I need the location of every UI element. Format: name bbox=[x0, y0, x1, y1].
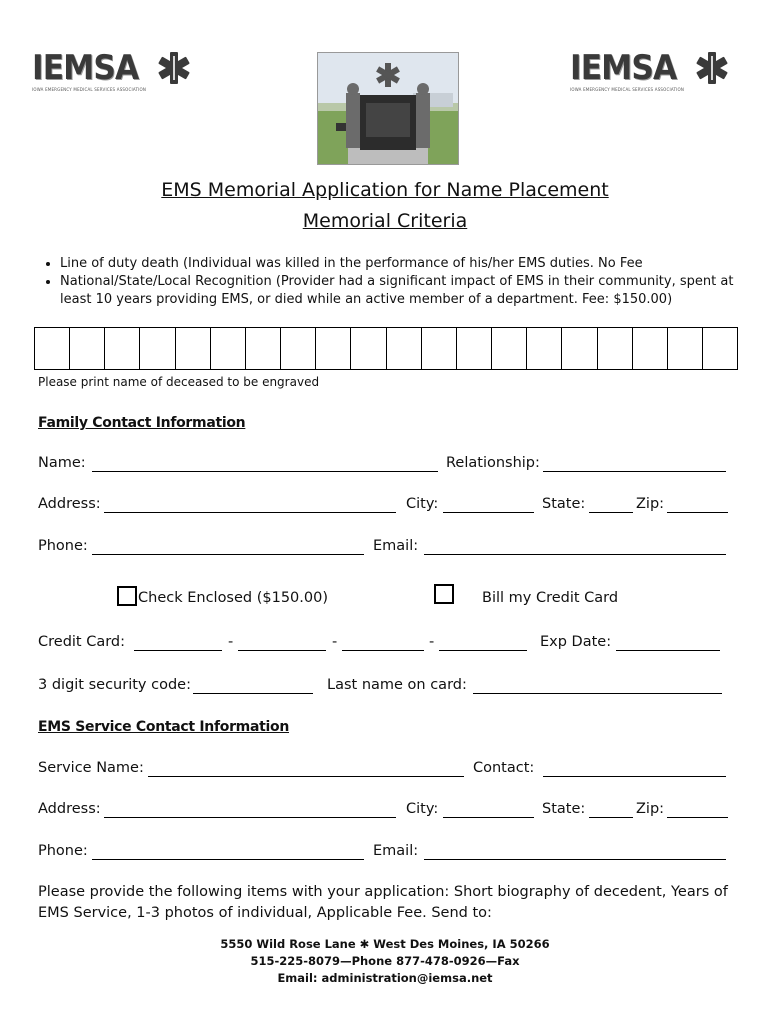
bill-credit-card-label: Bill my Credit Card bbox=[482, 590, 619, 606]
card-number-part-1[interactable] bbox=[134, 650, 222, 651]
family-address-field[interactable] bbox=[104, 512, 396, 513]
service-address-row bbox=[38, 801, 728, 821]
name-letter-box[interactable] bbox=[387, 328, 422, 369]
security-code-label: 3 digit security code: bbox=[38, 677, 191, 693]
name-letter-box[interactable] bbox=[176, 328, 211, 369]
service-address-field[interactable] bbox=[104, 817, 396, 818]
security-row bbox=[38, 677, 728, 697]
name-letter-box[interactable] bbox=[351, 328, 386, 369]
zip-label: Zip: bbox=[636, 801, 665, 817]
family-city-field[interactable] bbox=[443, 512, 534, 513]
name-letter-box[interactable] bbox=[105, 328, 140, 369]
check-enclosed-label: Check Enclosed ($150.00) bbox=[138, 590, 329, 606]
name-letter-box[interactable] bbox=[598, 328, 633, 369]
card-number-part-2[interactable] bbox=[238, 650, 326, 651]
bill-credit-card-checkbox[interactable] bbox=[434, 584, 454, 604]
family-phone-field[interactable] bbox=[92, 554, 364, 555]
criteria-item: • National/State/Local Recognition (Provider had a significant impact of EMS in their community, spent at least 10 years providing EMS, or died while an active member of a department. Fee: $150.00) bbox=[60, 273, 760, 309]
name-letter-box[interactable] bbox=[70, 328, 105, 369]
logo-wordmark: IEMSA bbox=[32, 48, 139, 88]
city-label: City: bbox=[406, 801, 439, 817]
dash: - bbox=[228, 634, 234, 650]
star-of-life-icon bbox=[694, 50, 730, 86]
phone-fax-line: 515-225-8079—Phone 877-478-0926—Fax bbox=[250, 954, 520, 968]
service-city-field[interactable] bbox=[443, 817, 534, 818]
name-letter-box[interactable] bbox=[527, 328, 562, 369]
security-code-field[interactable] bbox=[193, 693, 313, 694]
name-letter-box[interactable] bbox=[246, 328, 281, 369]
iemsa-logo-right bbox=[568, 48, 730, 92]
credit-card-row bbox=[38, 634, 728, 654]
memorial-monument-photo bbox=[317, 52, 459, 165]
name-letter-box[interactable] bbox=[316, 328, 351, 369]
name-letter-box[interactable] bbox=[35, 328, 70, 369]
phone-label: Phone: bbox=[38, 538, 88, 554]
contact-field[interactable] bbox=[543, 776, 726, 777]
page-title: EMS Memorial Application for Name Placement bbox=[161, 179, 609, 201]
address-label: Address: bbox=[38, 801, 101, 817]
relationship-label: Relationship: bbox=[446, 455, 540, 471]
phone-label: Phone: bbox=[38, 843, 88, 859]
service-phone-field[interactable] bbox=[92, 859, 364, 860]
name-letter-box[interactable] bbox=[457, 328, 492, 369]
family-name-field[interactable] bbox=[92, 471, 438, 472]
contact-label: Contact: bbox=[473, 760, 535, 776]
last-name-on-card-field[interactable] bbox=[473, 693, 722, 694]
family-email-field[interactable] bbox=[424, 554, 726, 555]
service-zip-field[interactable] bbox=[667, 817, 728, 818]
email-label: Email: bbox=[373, 843, 419, 859]
name-letter-box[interactable] bbox=[281, 328, 316, 369]
service-phone-row bbox=[38, 843, 728, 863]
service-email-field[interactable] bbox=[424, 859, 726, 860]
name-label: Name: bbox=[38, 455, 86, 471]
name-letter-box[interactable] bbox=[211, 328, 246, 369]
logo-wordmark: IEMSA bbox=[570, 48, 677, 88]
criteria-list bbox=[38, 255, 760, 309]
zip-label: Zip: bbox=[636, 496, 665, 512]
dash: - bbox=[429, 634, 435, 650]
card-number-part-3[interactable] bbox=[342, 650, 424, 651]
mailing-address: 5550 Wild Rose Lane ✱ West Des Moines, IA 50266 bbox=[220, 937, 550, 951]
monument-image bbox=[318, 53, 458, 164]
service-state-field[interactable] bbox=[589, 817, 633, 818]
name-letter-box[interactable] bbox=[422, 328, 457, 369]
address-label: Address: bbox=[38, 496, 101, 512]
check-enclosed-checkbox[interactable] bbox=[117, 586, 137, 606]
service-contact-heading: EMS Service Contact Information bbox=[38, 719, 289, 735]
name-letter-box[interactable] bbox=[140, 328, 175, 369]
city-label: City: bbox=[406, 496, 439, 512]
criteria-heading: Memorial Criteria bbox=[302, 210, 468, 232]
family-state-field[interactable] bbox=[589, 512, 633, 513]
name-boxes-caption: Please print name of deceased to be engraved bbox=[38, 375, 320, 389]
dash: - bbox=[332, 634, 338, 650]
instructions-text: Please provide the following items with your application: Short biography of decedent, Years of EMS Service, 1-3 photos of individual, Applicable Fee. Send to: bbox=[38, 884, 728, 921]
deceased-name-boxes[interactable] bbox=[34, 327, 738, 370]
star-of-life-icon bbox=[156, 50, 192, 86]
family-name-row bbox=[38, 455, 728, 475]
logo-tagline: IOWA EMERGENCY MEDICAL SERVICES ASSOCIATION bbox=[32, 87, 147, 92]
criteria-item: • Line of duty death (Individual was killed in the performance of his/her EMS duties. No Fee bbox=[60, 255, 760, 273]
state-label: State: bbox=[542, 496, 586, 512]
card-number-part-4[interactable] bbox=[439, 650, 527, 651]
exp-date-label: Exp Date: bbox=[540, 634, 612, 650]
service-name-row bbox=[38, 760, 728, 780]
family-address-row bbox=[38, 496, 728, 516]
logo-tagline: IOWA EMERGENCY MEDICAL SERVICES ASSOCIATION bbox=[570, 87, 685, 92]
last-name-on-card-label: Last name on card: bbox=[327, 677, 467, 693]
family-zip-field[interactable] bbox=[667, 512, 728, 513]
relationship-field[interactable] bbox=[543, 471, 726, 472]
state-label: State: bbox=[542, 801, 586, 817]
service-name-label: Service Name: bbox=[38, 760, 144, 776]
credit-card-label: Credit Card: bbox=[38, 634, 126, 650]
name-letter-box[interactable] bbox=[492, 328, 527, 369]
name-letter-box[interactable] bbox=[562, 328, 597, 369]
name-letter-box[interactable] bbox=[633, 328, 668, 369]
name-letter-box[interactable] bbox=[703, 328, 737, 369]
contact-email: Email: administration@iemsa.net bbox=[277, 971, 493, 985]
exp-date-field[interactable] bbox=[616, 650, 720, 651]
iemsa-logo-left bbox=[30, 48, 192, 92]
name-letter-box[interactable] bbox=[668, 328, 703, 369]
service-name-field[interactable] bbox=[148, 776, 464, 777]
family-phone-row bbox=[38, 538, 728, 558]
email-label: Email: bbox=[373, 538, 419, 554]
family-contact-heading: Family Contact Information bbox=[38, 415, 246, 431]
